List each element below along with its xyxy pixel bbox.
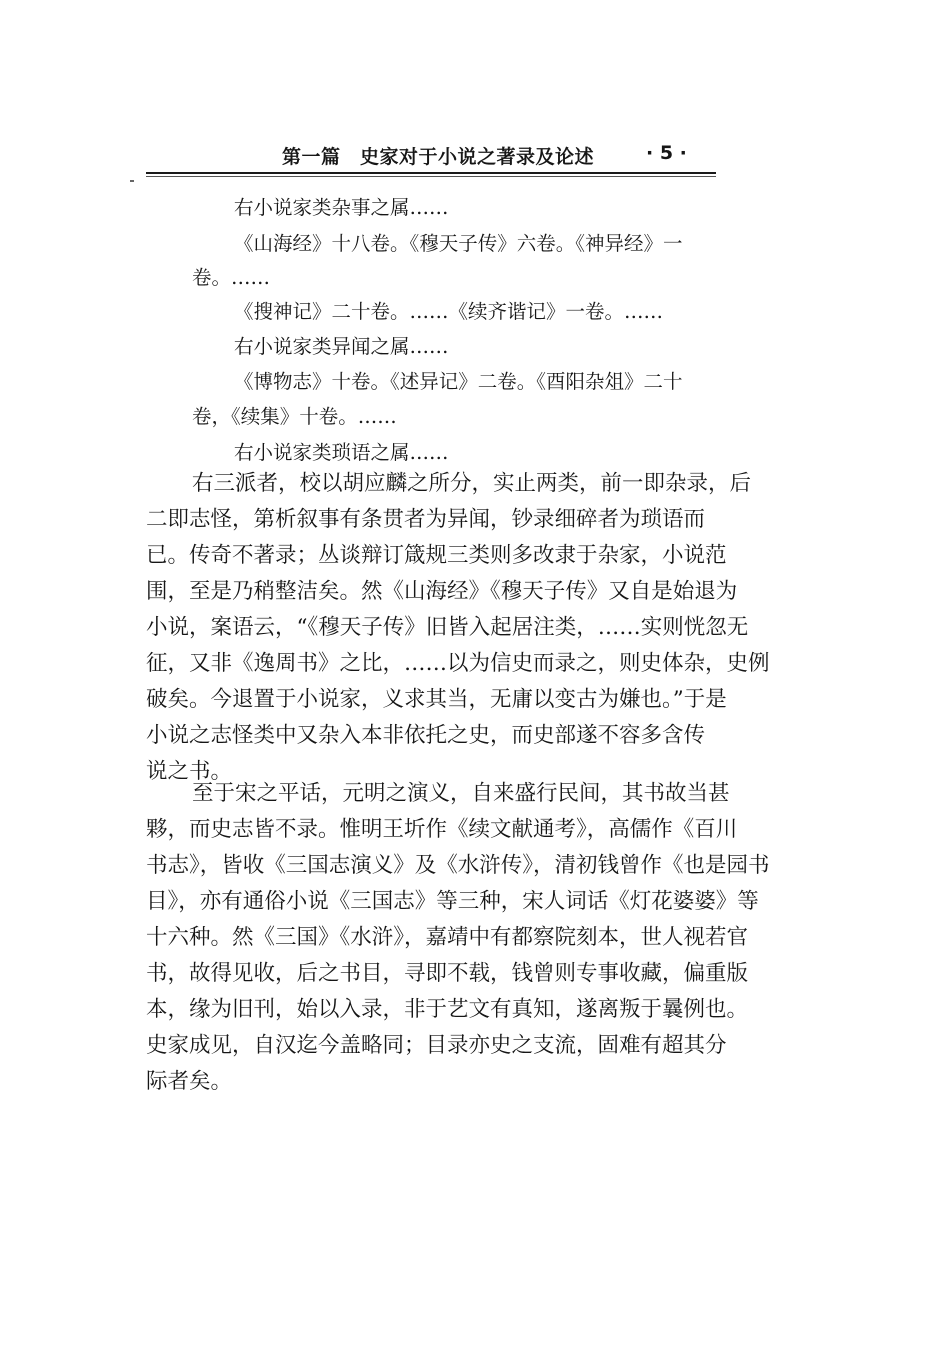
quote-line: 《博物志》十卷。《述异记》二卷。《酉阳杂俎》二十 <box>234 370 683 393</box>
quote-line: 《搜神记》二十卷。……《续齐谐记》一卷。…… <box>234 300 664 323</box>
body-line: 右三派者，校以胡应麟之所分，实止两类，前一即杂录，后 <box>192 471 752 496</box>
body-line: 书，故得见收，后之书目，寻即不载，钱曾则专事收藏，偏重版 <box>146 961 749 986</box>
body-line: 夥，而史志皆不录。惟明王圻作《续文献通考》，高儒作《百川 <box>146 817 738 842</box>
body-line: 征，又非《逸周书》之比，……以为信史而录之，则史体杂，史例 <box>146 651 770 676</box>
body-line: 小说，案语云，“《穆天子传》旧皆入起居注类，……实则恍忽无 <box>146 615 749 640</box>
body-line: 说之书。 <box>146 759 233 784</box>
quote-line: 卷。…… <box>192 266 271 289</box>
body-line: 本，缘为旧刊，始以入录，非于艺文有真知，遂离叛于曩例也。 <box>146 997 749 1022</box>
page-number: · 5 · <box>646 142 687 164</box>
quote-line: 右小说家类异闻之属…… <box>234 335 449 358</box>
body-line: 二即志怪，第析叙事有条贯者为异闻，钞录细碎者为琐语而 <box>146 507 706 532</box>
body-line: 至于宋之平话，元明之演义，自来盛行民间，其书故当甚 <box>192 781 730 806</box>
page-header-title: 第一篇 史家对于小说之著录及论述 <box>282 146 595 168</box>
header-rule <box>146 172 716 174</box>
header-margin-mark <box>130 180 134 182</box>
quote-line: 卷，《续集》十卷。…… <box>192 405 397 428</box>
running-header <box>146 140 716 174</box>
header-rule-thin <box>146 176 716 177</box>
quote-line: 《山海经》十八卷。《穆天子传》六卷。《神异经》一 <box>234 232 683 255</box>
body-line: 际者矣。 <box>146 1069 233 1094</box>
quote-line: 右小说家类琐语之属…… <box>234 441 449 464</box>
body-line: 十六种。然《三国》《水浒》，嘉靖中有都察院刻本，世人视若官 <box>146 925 749 950</box>
body-line: 围，至是乃稍整洁矣。然《山海经》《穆天子传》又自是始退为 <box>146 579 738 604</box>
body-line: 书志》，皆收《三国志演义》及《水浒传》，清初钱曾作《也是园书 <box>146 853 770 878</box>
body-line: 小说之志怪类中又杂入本非依托之史，而史部遂不容多含传 <box>146 723 706 748</box>
body-line: 史家成见，自汉迄今盖略同；目录亦史之支流，固难有超其分 <box>146 1033 727 1058</box>
body-line: 已。传奇不著录；丛谈辩订箴规三类则多改隶于杂家，小说范 <box>146 543 727 568</box>
body-line: 目》，亦有通俗小说《三国志》等三种，宋人词话《灯花婆婆》等 <box>146 889 759 914</box>
quote-line: 右小说家类杂事之属…… <box>234 196 449 219</box>
body-line: 破矣。今退置于小说家，义求其当，无庸以变古为嫌也。”于是 <box>146 687 727 712</box>
